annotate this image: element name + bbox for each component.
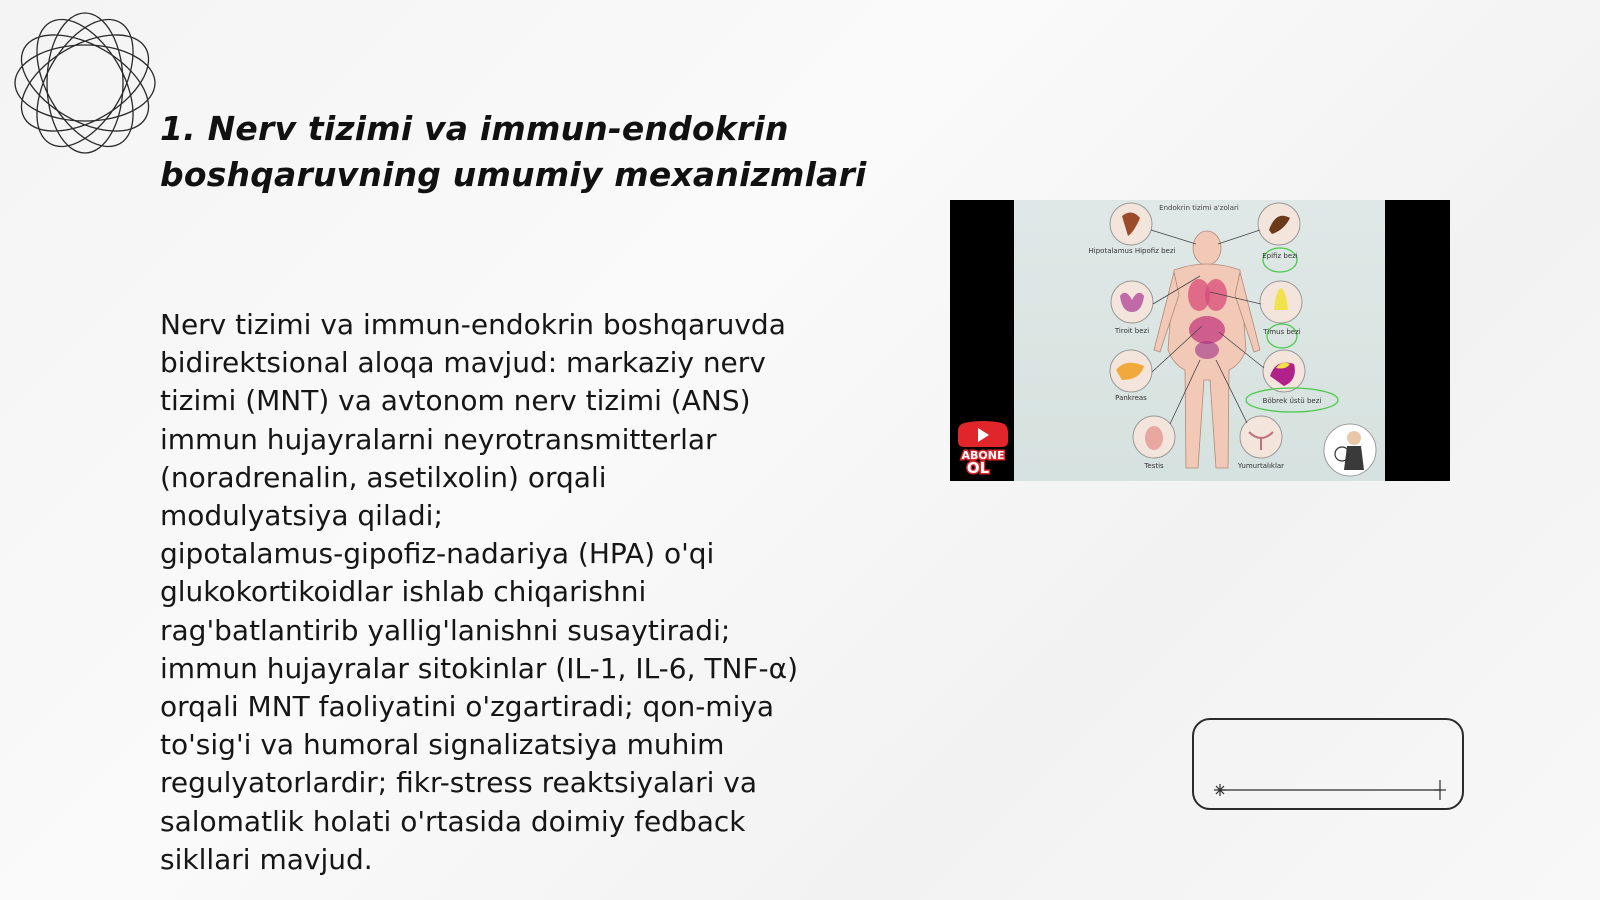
body-line: regulyatorlardir; fikr-stress reaktsiyalari va [160, 766, 757, 800]
star-point-icon [1434, 780, 1446, 800]
label-thymus: Timus bezi [1263, 328, 1301, 336]
label-adrenal: Böbrek üstü bezi [1262, 397, 1322, 405]
body-line: orqali MNT faoliyatini o'zgartiradi; qon-miya [160, 690, 775, 724]
subscribe-badge [954, 419, 1012, 475]
body-line: immun hujayralarni neyrotransmitterlar [160, 422, 717, 456]
title-line: boshqaruvning umumiy mexanizmlari [160, 155, 867, 194]
body-line: salomatlik holati o'rtasida doimiy fedback [160, 804, 746, 838]
label-thyroid: Tiroit bezi [1114, 327, 1150, 335]
body-line: glukokortikoidlar ishlab chiqarishni [160, 575, 647, 609]
decorative-frame [1192, 718, 1464, 810]
decorative-rings-icon [10, 8, 160, 158]
body-line: (noradrenalin, asetilxolin) orqali [160, 460, 607, 494]
body-line: modulyatsiya qiladi; [160, 499, 443, 533]
label-ovary: Yumurtalıklar [1237, 462, 1285, 470]
body-line: gipotalamus-gipofiz-nadariya (HPA) o'qi [160, 537, 715, 571]
slide-title [160, 106, 880, 198]
title-line: 1. Nerv tizimi va immun-endokrin [160, 109, 789, 148]
body-line: bidirektsional aloqa mavjud: markaziy nerv [160, 346, 766, 380]
timeline-line-icon [1194, 720, 1466, 812]
body-line: immun hujayralar sitokinlar (IL-1, IL-6, TNF-α) [160, 651, 799, 685]
subscribe-text-1: ABONE [961, 449, 1005, 462]
label-pancreas: Pankreas [1115, 394, 1147, 402]
body-line: tizimi (MNT) va avtonom nerv tizimi (ANS) [160, 384, 751, 418]
body-line: sikllari mavjud. [160, 842, 373, 876]
endocrine-system-image [950, 200, 1450, 481]
label-testis: Testis [1144, 462, 1164, 470]
body-line: to'sig'i va humoral signalizatsiya muhim [160, 728, 725, 762]
channel-logo-icon [1324, 424, 1376, 476]
body-paragraph [160, 306, 860, 879]
label-epiphysis: Epifiz bezi [1262, 252, 1298, 260]
label-hypothalamus: Hipotalamus Hipofiz bezi [1088, 247, 1176, 255]
body-line: Nerv tizimi va immun-endokrin boshqaruvda [160, 308, 786, 341]
subscribe-text-2: OL [966, 459, 990, 475]
diagram-header: Endokrin tizimi a'zolari [1159, 204, 1239, 212]
endocrine-diagram [1014, 200, 1385, 481]
body-line: rag'batlantirib yallig'lanishni susaytiradi; [160, 613, 731, 647]
sparkle-icon [1214, 784, 1226, 796]
